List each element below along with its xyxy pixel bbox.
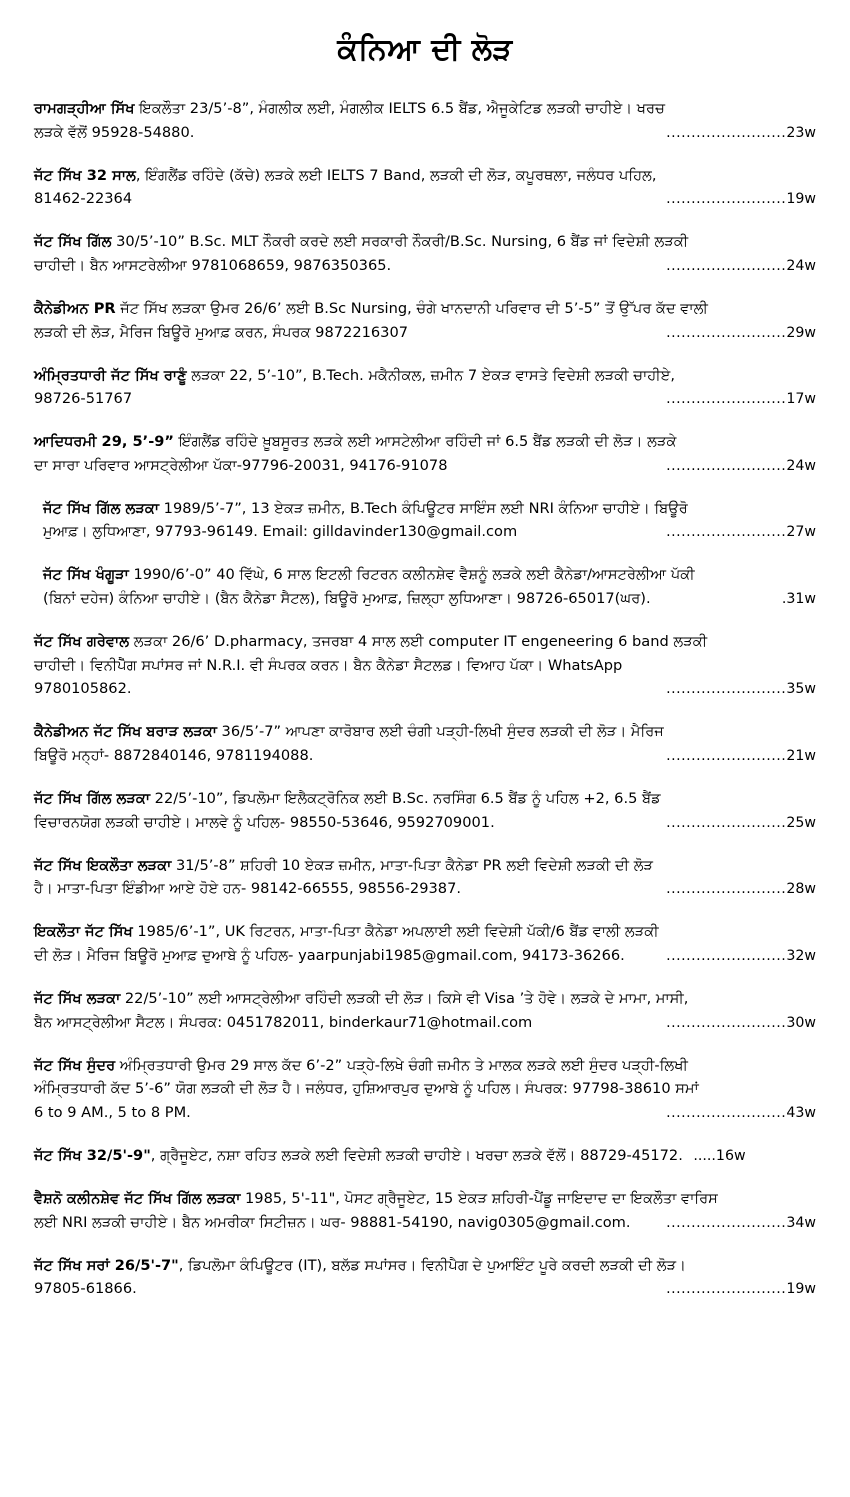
ad-contact: 6 to 9 AM., 5 to 8 PM. (34, 1103, 191, 1121)
ad-contact-row (34, 877, 816, 901)
classified-ad (34, 297, 816, 345)
ad-headline: ਕੈਨੇਡੀਅਨ ਜੱਟ ਸਿੱਖ ਬਰਾੜ ਲੜਕਾ (34, 723, 217, 741)
ad-headline: ਆਦਿਧਰਮੀ 29, 5’-9” (34, 433, 174, 451)
ad-text (34, 297, 816, 321)
ad-word-count: ........................30w (666, 1014, 816, 1031)
ad-contact-row (34, 944, 816, 968)
ad-contact: ਲਈ NRI ਲੜਕੀ ਚਾਹੀਏ। ਬੈਨ ਅਮਰੀਕਾ ਸਿਟੀਜ਼ਨ। ਘਰ- 98881-54190, navig0305@gmail.com. (34, 1213, 631, 1231)
ad-word-count: ........................43w (666, 1104, 816, 1121)
classified-ad (34, 430, 816, 478)
classified-ad (34, 787, 816, 835)
ad-headline: ਅੰਮ੍ਰਿਤਧਾਰੀ ਜੱਟ ਸਿੱਖ ਰਾਣੂੰ (34, 366, 187, 384)
ad-details: 22/5’-10” ਲਈ ਆਸਟ੍ਰੇਲੀਆ ਰਹਿੰਦੀ ਲੜਕੀ ਦੀ ਲੋੜ। ਕਿਸੇ ਵੀ Visa ’ਤੇ ਹੋਵੇ। ਲੜਕੇ ਦੇ ਮਾਮਾ, ਮਾਸੀ, (120, 989, 689, 1007)
ad-text (34, 1144, 816, 1168)
classified-ad (34, 720, 816, 768)
ad-word-count: .31w (781, 591, 816, 608)
ad-details-continued: ਚਾਹੀਦੀ। ਵਿਨੀਪੈੱਗ ਸਪਾਂਸਰ ਜਾਂ N.R.I. ਵੀ ਸੰਪਰਕ ਕਰਨ। ਬੈਨ ਕੈਨੇਡਾ ਸੈਟਲਡ। ਵਿਆਹ ਪੱਕਾ। WhatsApp (34, 656, 623, 674)
ad-word-count: ........................27w (666, 524, 816, 541)
ad-contact-row (34, 387, 816, 411)
ad-headline: ਜੱਟ ਸਿੱਖ 32/5'-9" (34, 1146, 151, 1164)
ad-contact: ਬੈਨ ਆਸਟ੍ਰੇਲੀਆ ਸੈਟਲ। ਸੰਪਰਕ: 0451782011, binderkaur71@hotmail.com (34, 1013, 533, 1031)
ad-word-count: ........................17w (666, 391, 816, 408)
classified-ad (34, 364, 816, 412)
ad-contact-row (34, 1211, 816, 1235)
ad-headline: ਜੱਟ ਸਿੱਖ ਗਿੱਲ ਲੜਕਾ (34, 790, 151, 808)
ad-text (34, 1054, 816, 1078)
ad-contact-row (34, 1011, 816, 1035)
ad-headline: ਜੱਟ ਸਿੱਖ ਲੜਕਾ (34, 989, 121, 1007)
ad-contact: 97805-61866. (34, 1280, 137, 1298)
classified-ad (34, 497, 816, 545)
ad-contact: (ਬਿਨਾਂ ਦਹੇਜ) ਕੰਨਿਆ ਚਾਹੀਏ। (ਬੈਨ ਕੈਨੇਡਾ ਸੈਟਲ), ਬਿਊਰੋ ਮੁਆਫ਼, ਜ਼ਿਲ੍ਹਾ ਲੁਧਿਆਣਾ। 98726-65017(ਘਰ). (43, 590, 651, 608)
ad-word-count: ........................29w (666, 324, 816, 341)
ad-headline: ਜੱਟ ਸਿੱਖ ਸੁੰਦਰ (34, 1056, 116, 1074)
ad-headline: ਕੈਨੇਡੀਅਨ PR (34, 299, 116, 317)
ad-contact-row (34, 321, 816, 345)
ad-contact: ਮੁਆਫ਼। ਲੁਧਿਆਣਾ, 97793-96149. Email: gilldavinder130@gmail.com (43, 523, 518, 541)
ad-contact: 98726-51767 (34, 390, 133, 408)
ad-text (34, 97, 816, 121)
ad-text (34, 630, 816, 654)
ad-contact: 81462-22364 (34, 190, 133, 208)
ad-text (43, 563, 816, 587)
classified-ad (34, 563, 816, 611)
classified-ad (34, 987, 816, 1035)
ad-details: 1985/6’-1”, UK ਰਿਟਰਨ, ਮਾਤਾ-ਪਿਤਾ ਕੈਨੇਡਾ ਅਪਲਾਈ ਲਈ ਵਿਦੇਸ਼ੀ ਪੱਕੀ/6 ਬੈਂਡ ਵਾਲੀ ਲੜਕੀ (132, 923, 659, 941)
ad-details: ਇਕਲੌਤਾ 23/5’-8”, ਮੰਗਲੀਕ ਲਈ, ਮੰਗਲੀਕ IELTS 6.5 ਬੈਂਡ, ਐਜੂਕੇਟਿਡ ਲੜਕੀ ਚਾਹੀਏ। ਖਰਚ (134, 100, 665, 117)
ad-contact: ਦੀ ਲੋੜ। ਮੈਰਿਜ ਬਿਊਰੋ ਮੁਆਫ਼ ਦੁਆਬੇ ਨੂੰ ਪਹਿਲ- yaarpunjabi1985@gmail.com, 94173-36266. (34, 946, 625, 964)
ad-contact-row (43, 520, 816, 544)
ad-contact: ਲੜਕੀ ਦੀ ਲੋੜ, ਮੈਰਿਜ ਬਿਊਰੋ ਮੁਆਫ਼ ਕਰਨ, ਸੰਪਰਕ 9872216307 (34, 323, 409, 341)
ad-contact-row (34, 254, 816, 278)
ad-contact-row (34, 187, 816, 211)
ad-word-count: ........................25w (666, 814, 816, 831)
ad-word-count: ........................19w (666, 1281, 816, 1298)
classified-ad (34, 230, 816, 278)
page-title: ਕੰਨਿਆ ਦੀ ਲੋੜ (337, 32, 513, 67)
ad-details: 30/5’-10” B.Sc. MLT ਨੌਕਰੀ ਕਰਦੇ ਲਈ ਸਰਕਾਰੀ ਨੌਕਰੀ/B.Sc. Nursing, 6 ਬੈਂਡ ਜਾਂ ਵਿਦੇਸ਼ੀ ਲੜਕੀ (111, 233, 689, 251)
classified-ad (34, 630, 816, 701)
ad-headline: ਜੱਟ ਸਿੱਖ ਗਰੇਵਾਲ (34, 633, 130, 651)
ad-word-count: ........................24w (666, 457, 816, 474)
classified-ad (34, 920, 816, 968)
ad-details: , ਗ੍ਰੈਜੂਏਟ, ਨਸ਼ਾ ਰਹਿਤ ਲੜਕੇ ਲਈ ਵਿਦੇਸ਼ੀ ਲੜਕੀ ਚਾਹੀਏ। ਖਰਚਾ ਲੜਕੇ ਵੱਲੋਂ। 88729-45172. (150, 1146, 683, 1164)
ad-headline: ਜੱਟ ਸਿੱਖ ਸਰਾਂ 26/5'-7" (34, 1256, 179, 1274)
ad-headline: ਜੱਟ ਸਿੱਖ ਇਕਲੌਤਾ ਲੜਕਾ (34, 856, 172, 874)
ad-text (34, 920, 816, 944)
ad-details: , ਡਿਪਲੋਮਾ ਕੰਪਿਊਟਰ (IT), ਬਲੱਡ ਸਪਾਂਸਰ। ਵਿਨੀਪੈਗ ਦੇ ਪੁਆਇੰਟ ਪੂਰੇ ਕਰਦੀ ਲੜਕੀ ਦੀ ਲੋੜ। (178, 1256, 687, 1274)
ad-contact-row (34, 677, 816, 701)
classified-ad (34, 1144, 816, 1168)
ad-word-count: ........................34w (666, 1214, 816, 1231)
ad-word-count: ........................21w (666, 748, 816, 765)
ad-text (34, 987, 816, 1011)
ad-text (34, 1254, 816, 1278)
ad-text (34, 1187, 816, 1211)
ad-details: ਅੰਮ੍ਰਿਤਧਾਰੀ ਉਮਰ 29 ਸਾਲ ਕੱਦ 6’-2” ਪੜ੍ਹੇ-ਲਿਖੇ ਚੰਗੀ ਜ਼ਮੀਨ ਤੇ ਮਾਲਕ ਲੜਕੇ ਲਈ ਸੁੰਦਰ ਪੜ੍ਹੀ-ਲਿਖੀ (115, 1056, 688, 1074)
ad-word-count: ........................23w (666, 124, 816, 141)
ad-contact: ਹੈ। ਮਾਤਾ-ਪਿਤਾ ਇੰਡੀਆ ਆਏ ਹੋਏ ਹਨ- 98142-66555, 98556-29387. (34, 880, 461, 898)
classified-ad (34, 1187, 816, 1235)
ad-word-count: ........................35w (666, 681, 816, 698)
ad-text (34, 787, 816, 811)
ad-details: , ਇੰਗਲੈਂਡ ਰਹਿੰਦੇ (ਕੱਚੇ) ਲੜਕੇ ਲਈ IELTS 7 Band, ਲੜਕੀ ਦੀ ਲੋੜ, ਕਪੂਰਥਲਾ, ਜਲੰਧਰ ਪਹਿਲ, (135, 166, 657, 184)
ad-details: 1985, 5'-11", ਪੋਸਟ ਗ੍ਰੈਜੂਏਟ, 15 ਏਕੜ ਸ਼ਹਿਰੀ-ਪੈਂਡੂ ਜਾਇਦਾਦ ਦਾ ਇਕਲੌਤਾ ਵਾਰਿਸ (240, 1189, 718, 1207)
ad-contact: 9780105862. (34, 680, 132, 698)
ad-contact-row (34, 121, 816, 145)
ad-text (34, 164, 816, 188)
ad-headline: ਜੱਟ ਸਿੱਖ 32 ਸਾਲ (34, 166, 136, 184)
ad-details: 31/5’-8” ਸ਼ਹਿਰੀ 10 ਏਕੜ ਜ਼ਮੀਨ, ਮਾਤਾ-ਪਿਤਾ ਕੈਨੇਡਾ PR ਲਈ ਵਿਦੇਸ਼ੀ ਲੜਕੀ ਦੀ ਲੋੜ (171, 856, 654, 874)
ad-contact-row (34, 744, 816, 768)
ad-text (34, 230, 816, 254)
ad-text (34, 430, 816, 454)
classified-ad (34, 97, 816, 145)
ad-details: 36/5’-7” ਆਪਣਾ ਕਾਰੋਬਾਰ ਲਈ ਚੰਗੀ ਪੜ੍ਹੀ-ਲਿਖੀ ਸੁੰਦਰ ਲੜਕੀ ਦੀ ਲੋੜ। ਮੈਰਿਜ (216, 723, 664, 741)
ad-contact: ਚਾਹੀਦੀ। ਬੈਨ ਆਸਟਰੇਲੀਆ 9781068659, 9876350365. (34, 256, 392, 274)
classified-ads-list (34, 97, 816, 1301)
ad-details: ਲੜਕਾ 22, 5’-10”, B.Tech. ਮਕੈਨੀਕਲ, ਜ਼ਮੀਨ 7 ਏਕੜ ਵਾਸਤੇ ਵਿਦੇਸ਼ੀ ਲੜਕੀ ਚਾਹੀਏ, (186, 366, 675, 384)
ad-details: ਜੱਟ ਸਿੱਖ ਲੜਕਾ ਉਮਰ 26/6’ ਲਈ B.Sc Nursing, ਚੰਗੇ ਖਾਨਦਾਨੀ ਪਰਿਵਾਰ ਦੀ 5’-5” ਤੋਂ ਉੱਪਰ ਕੱਦ ਵਾਲੀ (115, 299, 708, 317)
ad-word-count: .....16w (688, 1147, 746, 1164)
classified-ad (34, 164, 816, 212)
ad-contact-row (34, 1277, 816, 1301)
classified-ad (34, 1054, 816, 1125)
ad-text (34, 720, 816, 744)
ad-headline: ਵੈਸ਼ਨੋ ਕਲੀਨਸ਼ੇਵ ਜੱਟ ਸਿੱਖ ਗਿੱਲ ਲੜਕਾ (34, 1189, 241, 1207)
ad-details: ਇੰਗਲੈਂਡ ਰਹਿੰਦੇ ਖ਼ੂਬਸੂਰਤ ਲੜਕੇ ਲਈ ਆਸਟੇਲੀਆ ਰਹਿੰਦੀ ਜਾਂ 6.5 ਬੈਂਡ ਲੜਕੀ ਦੀ ਲੋੜ। ਲੜਕੇ (174, 433, 677, 451)
ad-headline: ਜੱਟ ਸਿੱਖ ਖੰਗੂੜਾ (43, 566, 129, 584)
ad-details: 1990/6’-0” 40 ਵਿੱਘੇ, 6 ਸਾਲ ਇਟਲੀ ਰਿਟਰਨ ਕਲੀਨਸ਼ੇਵ ਵੈਸ਼ਨੂੰ ਲੜਕੇ ਲਈ ਕੈਨੇਡਾ/ਆਸਟਰੇਲੀਆ ਪੱਕੀ (128, 566, 695, 584)
ad-headline: ਜੱਟ ਸਿੱਖ ਗਿੱਲ (34, 233, 112, 251)
ad-contact: ਬਿਊਰੋ ਮਨ੍ਹਾਂ- 8872840146, 9781194088. (34, 747, 314, 765)
classified-ad (34, 1254, 816, 1302)
ad-headline: ਇਕਲੌਤਾ ਜੱਟ ਸਿੱਖ (34, 923, 133, 941)
ad-details: 22/5’-10”, ਡਿਪਲੋਮਾ ਇਲੈਕਟ੍ਰੋਨਿਕ ਲਈ B.Sc. ਨਰਸਿੰਗ 6.5 ਬੈਂਡ ਨੂੰ ਪਹਿਲ +2, 6.5 ਬੈਂਡ (150, 790, 661, 808)
ad-word-count: ........................19w (666, 191, 816, 208)
ad-contact-row (43, 587, 816, 611)
ad-word-count: ........................28w (666, 881, 816, 898)
ad-details: 1989/5’-7”, 13 ਏਕੜ ਜ਼ਮੀਨ, B.Tech ਕੰਪਿਊਟਰ ਸਾਇੰਸ ਲਈ NRI ਕੰਨਿਆ ਚਾਹੀਏ। ਬਿਊਰੋ (159, 499, 688, 517)
ad-text (34, 364, 816, 388)
ad-headline: ਰਾਮਗੜ੍ਹੀਆ ਸਿੱਖ (34, 100, 135, 117)
ad-contact-row (34, 811, 816, 835)
ad-text (34, 854, 816, 878)
ad-word-count: ........................32w (666, 947, 816, 964)
ad-contact: ਦਾ ਸਾਰਾ ਪਰਿਵਾਰ ਆਸਟ੍ਰੇਲੀਆ ਪੱਕਾ-97796-20031, 94176-91078 (34, 456, 448, 474)
ad-details: ਲੜਕਾ 26/6’ D.pharmacy, ਤਜਰਬਾ 4 ਸਾਲ ਲਈ computer IT engeneering 6 band ਲੜਕੀ (129, 633, 708, 651)
ad-contact: ਲੜਕੇ ਵੱਲੋਂ 95928-54880. (34, 123, 195, 141)
ad-text (43, 497, 816, 521)
ad-contact: ਵਿਚਾਰਨਯੋਗ ਲੜਕੀ ਚਾਹੀਏ। ਮਾਲਵੇ ਨੂੰ ਪਹਿਲ- 98550-53646, 9592709001. (34, 813, 495, 831)
ad-headline: ਜੱਟ ਸਿੱਖ ਗਿੱਲ ਲੜਕਾ (43, 499, 160, 517)
ad-word-count: ........................24w (666, 257, 816, 274)
ad-contact-row (34, 454, 816, 478)
ad-details-continued: ਅੰਮ੍ਰਿਤਧਾਰੀ ਕੱਦ 5’-6” ਯੋਗ ਲੜਕੀ ਦੀ ਲੋੜ ਹੈ। ਜਲੰਧਰ, ਹੁਸ਼ਿਆਰਪੁਰ ਦੁਆਬੇ ਨੂੰ ਪਹਿਲ। ਸੰਪਰਕ: 97798-38610 ਸਮਾਂ (34, 1080, 699, 1098)
ad-contact-row (34, 1101, 816, 1125)
classified-ad (34, 854, 816, 902)
